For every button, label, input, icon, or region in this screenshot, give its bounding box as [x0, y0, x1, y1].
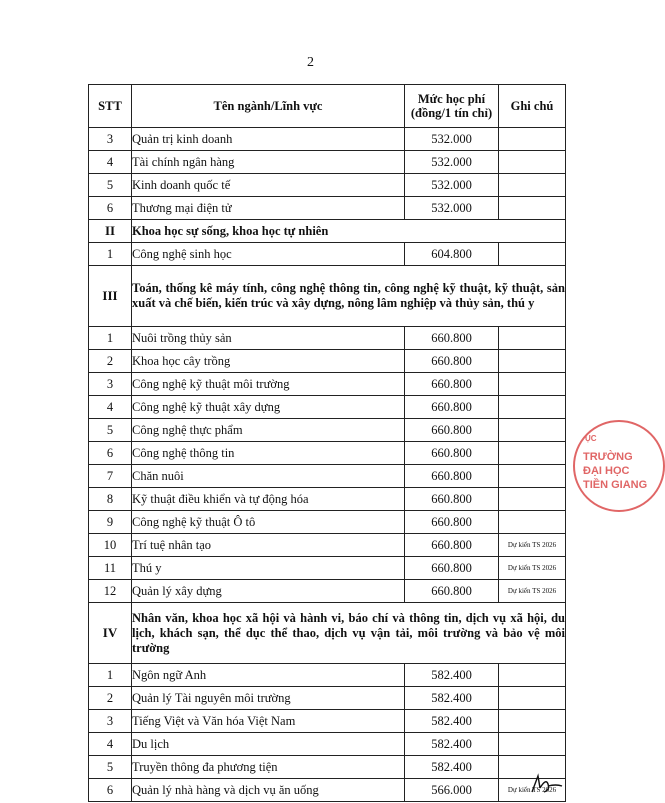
header-fee-line2: (đồng/1 tín chỉ): [410, 106, 493, 120]
row-name: Tài chính ngân hàng: [132, 151, 405, 174]
header-stt: STT: [89, 85, 132, 128]
row-name: Công nghệ thực phẩm: [132, 419, 405, 442]
row-fee: 660.800: [405, 327, 499, 350]
row-fee: 660.800: [405, 465, 499, 488]
group-row: [89, 266, 566, 327]
row-stt: 3: [89, 373, 132, 396]
signature-initials: [528, 772, 568, 798]
table-row: [89, 580, 566, 603]
row-name: Quản lý nhà hàng và dịch vụ ăn uống: [132, 779, 405, 802]
row-name: Kỹ thuật điều khiển và tự động hóa: [132, 488, 405, 511]
row-fee: 660.800: [405, 373, 499, 396]
row-note: [499, 488, 566, 511]
row-name: Ngôn ngữ Anh: [132, 664, 405, 687]
row-stt: 5: [89, 419, 132, 442]
group-stt: III: [89, 266, 132, 327]
row-fee: 532.000: [405, 174, 499, 197]
row-note: [499, 128, 566, 151]
row-stt: 11: [89, 557, 132, 580]
row-name: Quản lý xây dựng: [132, 580, 405, 603]
row-fee: 566.000: [405, 779, 499, 802]
row-stt: 2: [89, 350, 132, 373]
row-fee: 582.400: [405, 687, 499, 710]
table-body: [89, 128, 566, 802]
row-fee: 532.000: [405, 128, 499, 151]
group-row: [89, 220, 566, 243]
row-name: Công nghệ kỹ thuật Ô tô: [132, 511, 405, 534]
page-number: 2: [307, 55, 314, 70]
row-note: Dự kiến TS 2026: [499, 534, 566, 557]
table-row: [89, 350, 566, 373]
row-note: [499, 733, 566, 756]
table-row: [89, 151, 566, 174]
table-row: [89, 511, 566, 534]
header-fee: [405, 85, 499, 128]
table-row: [89, 756, 566, 779]
row-name: Công nghệ thông tin: [132, 442, 405, 465]
stamp-text-2: ĐẠI HỌC: [583, 465, 630, 477]
group-stt: IV: [89, 603, 132, 664]
row-fee: 660.800: [405, 350, 499, 373]
header-name: Tên ngành/Lĩnh vực: [132, 85, 405, 128]
row-name: Công nghệ kỹ thuật xây dựng: [132, 396, 405, 419]
row-name: Nuôi trồng thủy sản: [132, 327, 405, 350]
row-note: [499, 465, 566, 488]
row-fee: 660.800: [405, 580, 499, 603]
row-fee: 582.400: [405, 756, 499, 779]
group-name: Nhân văn, khoa học xã hội và hành vi, báo chí và thông tin, dịch vụ xã hội, du lịch, khách sạn, thể dục thể thao, dịch vụ vận tải, môi trường và bảo vệ môi trường: [132, 603, 566, 664]
row-stt: 10: [89, 534, 132, 557]
row-fee: 660.800: [405, 419, 499, 442]
row-stt: 8: [89, 488, 132, 511]
table-row: [89, 396, 566, 419]
row-stt: 1: [89, 243, 132, 266]
table-row: [89, 243, 566, 266]
group-name: Khoa học sự sống, khoa học tự nhiên: [132, 220, 566, 243]
group-name: Toán, thống kê máy tính, công nghệ thông tin, công nghệ kỹ thuật, kỹ thuật, sản xuất và chế biến, kiến trúc và xây dựng, nông lâm nghiệp và thủy sản, thú y: [132, 266, 566, 327]
row-note: [499, 197, 566, 220]
row-name: Du lịch: [132, 733, 405, 756]
row-name: Khoa học cây trồng: [132, 350, 405, 373]
row-fee: 660.800: [405, 488, 499, 511]
row-note: [499, 174, 566, 197]
table-row: [89, 687, 566, 710]
row-fee: 582.400: [405, 664, 499, 687]
row-stt: 9: [89, 511, 132, 534]
tuition-fee-table: [88, 84, 566, 802]
row-name: Quản trị kinh doanh: [132, 128, 405, 151]
table-row: [89, 733, 566, 756]
row-fee: 532.000: [405, 197, 499, 220]
row-fee: 582.400: [405, 733, 499, 756]
row-note: [499, 243, 566, 266]
row-note: [499, 373, 566, 396]
row-name: Tiếng Việt và Văn hóa Việt Nam: [132, 710, 405, 733]
row-fee: 660.800: [405, 534, 499, 557]
row-stt: 12: [89, 580, 132, 603]
stamp-text-top: ỤC: [585, 434, 597, 443]
row-note: Dự kiến TS 2026: [499, 580, 566, 603]
row-note: [499, 664, 566, 687]
row-fee: 582.400: [405, 710, 499, 733]
row-stt: 6: [89, 197, 132, 220]
row-name: Truyền thông đa phương tiện: [132, 756, 405, 779]
row-note: [499, 710, 566, 733]
table-row: [89, 710, 566, 733]
table-row: [89, 419, 566, 442]
row-fee: 660.800: [405, 511, 499, 534]
row-fee: 660.800: [405, 442, 499, 465]
row-stt: 2: [89, 687, 132, 710]
row-note: Dự kiến TS 2026: [499, 557, 566, 580]
row-name: Kinh doanh quốc tế: [132, 174, 405, 197]
table-row: [89, 534, 566, 557]
row-stt: 6: [89, 442, 132, 465]
stamp-text-3: TIỀN GIANG: [583, 479, 648, 491]
row-stt: 6: [89, 779, 132, 802]
table-row: [89, 664, 566, 687]
row-name: Trí tuệ nhân tạo: [132, 534, 405, 557]
table-row: [89, 465, 566, 488]
row-stt: 5: [89, 756, 132, 779]
row-note: [499, 419, 566, 442]
group-row: [89, 603, 566, 664]
table-row: [89, 779, 566, 802]
row-stt: 1: [89, 327, 132, 350]
stamp-text-1: TRƯỜNG: [583, 451, 633, 463]
row-note: [499, 327, 566, 350]
row-stt: 7: [89, 465, 132, 488]
row-stt: 4: [89, 396, 132, 419]
header-note: Ghi chú: [499, 85, 566, 128]
row-name: Quản lý Tài nguyên môi trường: [132, 687, 405, 710]
table-row: [89, 197, 566, 220]
row-stt: 1: [89, 664, 132, 687]
row-name: Thú y: [132, 557, 405, 580]
row-name: Thương mại điện tử: [132, 197, 405, 220]
group-stt: II: [89, 220, 132, 243]
row-note: [499, 687, 566, 710]
row-name: Công nghệ sinh học: [132, 243, 405, 266]
table-row: [89, 174, 566, 197]
row-name: Chăn nuôi: [132, 465, 405, 488]
table-header-row: [89, 85, 566, 128]
row-stt: 5: [89, 174, 132, 197]
table-row: [89, 442, 566, 465]
row-stt: 3: [89, 710, 132, 733]
row-note: [499, 511, 566, 534]
row-stt: 4: [89, 733, 132, 756]
row-stt: 4: [89, 151, 132, 174]
official-stamp: [573, 420, 665, 512]
row-note: Dự kiến TS 2026: [499, 779, 566, 802]
row-note: [499, 151, 566, 174]
row-note: [499, 442, 566, 465]
row-note: [499, 396, 566, 419]
table-row: [89, 557, 566, 580]
table-row: [89, 373, 566, 396]
row-fee: 532.000: [405, 151, 499, 174]
table-row: [89, 488, 566, 511]
row-fee: 604.800: [405, 243, 499, 266]
table-row: [89, 327, 566, 350]
row-fee: 660.800: [405, 557, 499, 580]
row-note: [499, 350, 566, 373]
row-stt: 3: [89, 128, 132, 151]
header-fee-line1: Mức học phí: [417, 92, 486, 106]
row-name: Công nghệ kỹ thuật môi trường: [132, 373, 405, 396]
row-fee: 660.800: [405, 396, 499, 419]
table-row: [89, 128, 566, 151]
